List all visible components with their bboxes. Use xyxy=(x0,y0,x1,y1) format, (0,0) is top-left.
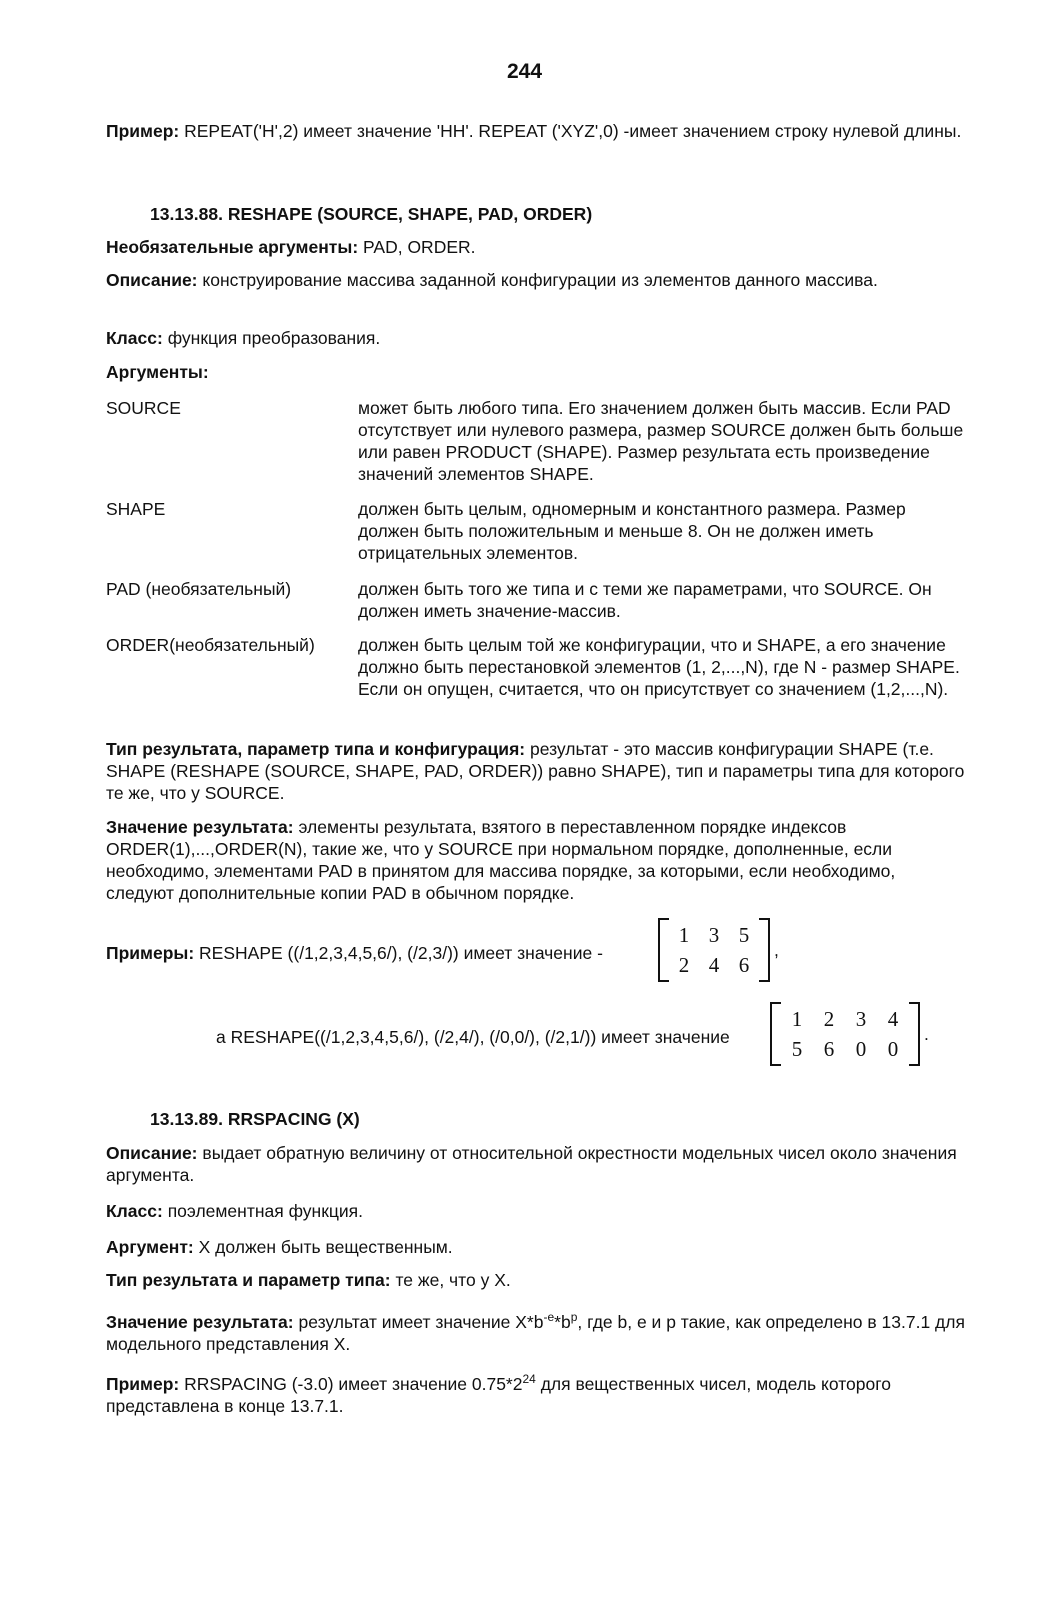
intro-label: Пример: xyxy=(106,121,180,141)
arg-desc-source: может быть любого типа. Его значением должен быть массив. Если PAD отсутствует или нулевого размера, размер SOURCE должен быть больше или равен PRODUCT (SHAPE). Размер результата есть произведение значений элементов SHAPE. xyxy=(358,398,964,484)
rrspacing-result-type xyxy=(106,1269,966,1291)
description-label: Описание: xyxy=(106,1143,198,1163)
superscript: p xyxy=(570,1310,578,1324)
optional-args-value: PAD, ORDER. xyxy=(363,237,476,257)
matrix-cell: 3 xyxy=(708,923,720,947)
example-post: для вещественных чисел, модель которого представлена в конце 13.7.1. xyxy=(106,1373,891,1416)
matrix-trailing-punct: . xyxy=(924,1023,929,1044)
rrspacing-description xyxy=(106,1142,966,1186)
matrix-cell: 5 xyxy=(791,1037,803,1061)
example1-expression: RESHAPE ((/1,2,3,4,5,6/), (/2,3/)) имеет значение - xyxy=(199,943,603,963)
matrix-cell: 6 xyxy=(823,1037,835,1061)
result-value-label: Значение результата: xyxy=(106,817,294,837)
argument-label: Аргумент: xyxy=(106,1237,194,1257)
arg-desc-shape: должен быть целым, одномерным и константного размера. Размер должен быть положительным и меньше 8. Он не должен иметь отрицательных элементов. xyxy=(358,499,906,563)
reshape-class xyxy=(106,327,966,349)
arg-name-order: ORDER(необязательный) xyxy=(106,635,315,655)
matrix-right-bracket xyxy=(759,918,770,982)
matrix-cell: 1 xyxy=(791,1007,803,1031)
result-value-post: , где b, e и p такие, как определено в 13.7.1 для модельного представления X. xyxy=(106,1311,965,1354)
rrspacing-result-value xyxy=(106,1306,966,1355)
matrix-cell: 0 xyxy=(855,1037,867,1061)
result-type-text: те же, что у X. xyxy=(395,1270,511,1290)
matrix-cell: 3 xyxy=(855,1007,867,1031)
matrix-cell: 6 xyxy=(738,953,750,977)
matrix-grid xyxy=(781,1004,909,1064)
example2-expression: а RESHAPE((/1,2,3,4,5,6/), (/2,4/), (/0,0/), (/2,1/)) имеет значение xyxy=(216,1027,730,1047)
intro-paragraph xyxy=(106,120,966,142)
matrix-cell: 4 xyxy=(887,1007,899,1031)
matrix-cell: 4 xyxy=(708,953,720,977)
examples-label: Примеры: xyxy=(106,943,195,963)
intro-text: REPEAT('H',2) имеет значение 'HH'. REPEAT ('XYZ',0) -имеет значением строку нулевой длины. xyxy=(184,121,962,141)
page-number: 244 xyxy=(506,60,543,83)
rrspacing-class xyxy=(106,1200,966,1222)
matrix-left-bracket xyxy=(770,1002,781,1066)
description-label: Описание: xyxy=(106,270,198,290)
result-type-label: Тип результата, параметр типа и конфигурация: xyxy=(106,739,526,759)
matrix-left-bracket xyxy=(658,918,669,982)
reshape-args-label: Аргументы: xyxy=(106,362,209,382)
rrspacing-example xyxy=(106,1368,966,1417)
matrix-cell: 0 xyxy=(887,1037,899,1061)
arg-name-source: SOURCE xyxy=(106,398,181,418)
matrix-right-bracket xyxy=(909,1002,920,1066)
class-label: Класс: xyxy=(106,1201,163,1221)
argument-text: X должен быть вещественным. xyxy=(198,1237,453,1257)
rrspacing-argument xyxy=(106,1236,966,1258)
superscript: 24 xyxy=(522,1372,536,1386)
matrix-cell: 2 xyxy=(823,1007,835,1031)
reshape-result-value xyxy=(106,816,966,904)
reshape-result-type xyxy=(106,738,966,804)
result-value-label: Значение результата: xyxy=(106,1311,294,1332)
example-label: Пример: xyxy=(106,1373,180,1394)
result-type-text: результат - это массив конфигурации SHAPE (т.е. SHAPE (RESHAPE (SOURCE, SHAPE, PAD, ORDER)) равно SHAPE), тип и параметры типа для которого те же, что у SOURCE. xyxy=(106,739,965,803)
description-text: выдает обратную величину от относительной окрестности модельных чисел около значения аргумента. xyxy=(106,1143,957,1185)
matrix-cell: 5 xyxy=(738,923,750,947)
result-value-pre: результат имеет значение X*b xyxy=(298,1311,544,1332)
example1-matrix xyxy=(658,918,779,982)
example-pre: RRSPACING (-3.0) имеет значение 0.75*2 xyxy=(184,1373,523,1394)
example1-text xyxy=(106,942,603,964)
rrspacing-heading: 13.13.89. RRSPACING (X) xyxy=(150,1109,360,1129)
matrix-cell: 1 xyxy=(678,923,690,947)
result-type-label: Тип результата и параметр типа: xyxy=(106,1270,391,1290)
example2-matrix xyxy=(770,1002,929,1066)
matrix-grid xyxy=(669,920,759,980)
arg-name-pad: PAD (необязательный) xyxy=(106,579,292,599)
result-value-mid: *b xyxy=(554,1311,571,1332)
result-value-text: элементы результата, взятого в переставленном порядке индексов ORDER(1),...,ORDER(N), такие же, что у SOURCE при нормальном порядке, дополненные, если необходимо, элементами PAD в принятом для массива порядке, за которыми, если необходимо, следуют дополнительные копии PAD в обычном порядке. xyxy=(106,817,896,903)
class-text: поэлементная функция. xyxy=(167,1201,363,1221)
superscript: -e xyxy=(543,1310,555,1324)
reshape-heading: 13.13.88. RESHAPE (SOURCE, SHAPE, PAD, ORDER) xyxy=(150,204,593,224)
reshape-optional-args xyxy=(106,236,966,258)
reshape-description xyxy=(106,269,966,291)
matrix-cell: 2 xyxy=(678,953,690,977)
class-text: функция преобразования. xyxy=(167,328,381,348)
description-text: конструирование массива заданной конфигурации из элементов данного массива. xyxy=(202,270,878,290)
class-label: Класс: xyxy=(106,328,163,348)
matrix-trailing-punct: , xyxy=(774,939,779,960)
arg-name-shape: SHAPE xyxy=(106,499,166,519)
arg-desc-order: должен быть целым той же конфигурации, что и SHAPE, а его значение должно быть перестановкой элементов (1, 2,...,N), где N - размер SHAPE. Если он опущен, считается, что он присутствует со значением (1,2,...,N). xyxy=(358,635,960,699)
optional-args-label: Необязательные аргументы: xyxy=(106,237,359,257)
arg-desc-pad: должен быть того же типа и с теми же параметрами, что SOURCE. Он должен иметь значение-массив. xyxy=(358,579,932,621)
